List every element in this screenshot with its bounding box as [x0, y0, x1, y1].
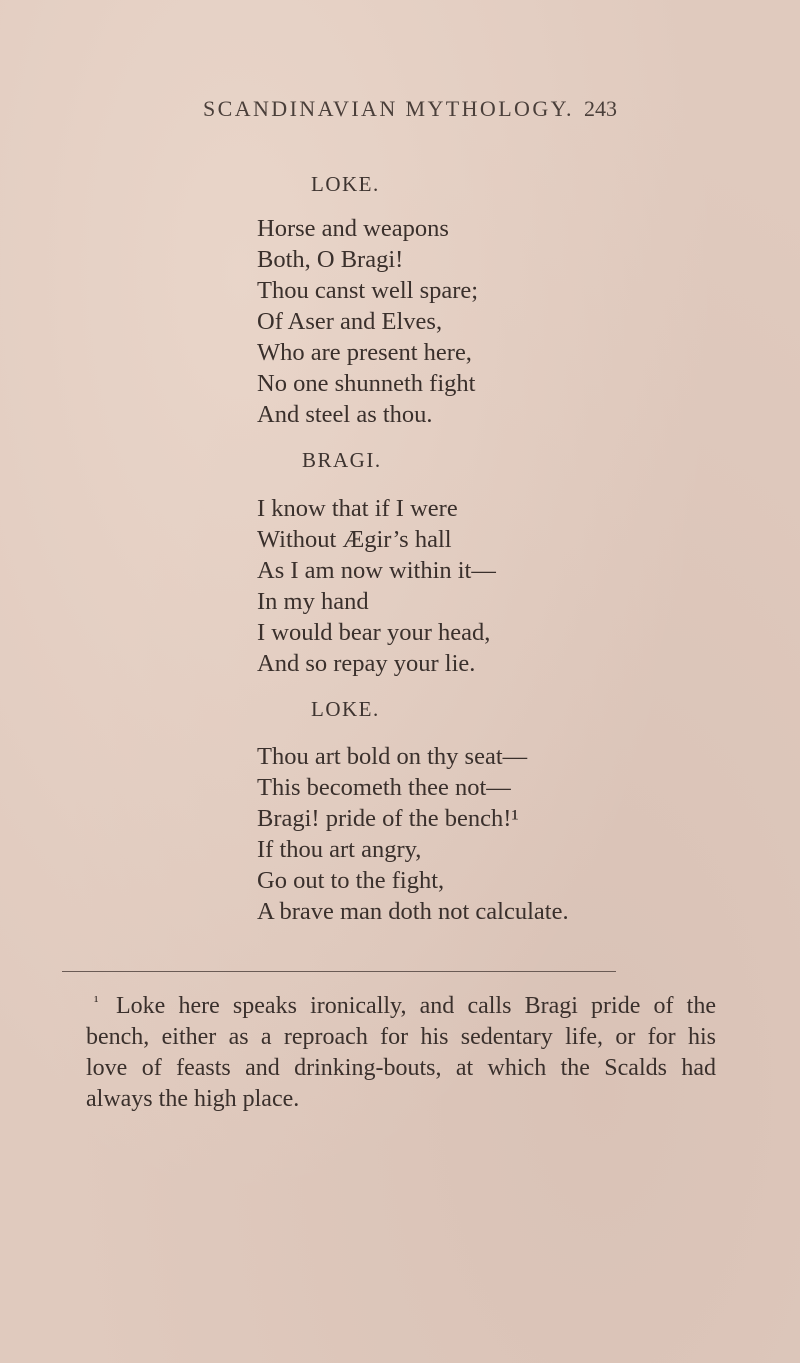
verse-stanza [257, 741, 569, 927]
verse-line: And steel as thou. [257, 401, 433, 428]
footnote-line: love of feasts and drinking-bouts, at which the Scalds had [86, 1055, 716, 1081]
footnote-text: Loke here speaks ironically, and calls Bragi pride of the [116, 993, 716, 1019]
verse-line: Bragi! pride of the bench!¹ [257, 805, 519, 832]
footnote-line: always the high place. [86, 1086, 300, 1112]
footnote-divider [62, 971, 616, 972]
verse-line: Both, O Bragi! [257, 246, 404, 273]
verse-line: This becometh thee not— [257, 774, 511, 801]
footnote [86, 991, 716, 1115]
verse-line: I know that if I were [257, 495, 458, 522]
verse-stanza [257, 493, 496, 679]
verse-line: A brave man doth not calculate. [257, 898, 569, 925]
verse-line: Go out to the fight, [257, 867, 445, 894]
verse-line: Horse and weapons [257, 215, 449, 242]
running-title: SCANDINAVIAN MYTHOLOGY. [203, 96, 574, 121]
verse-line: I would bear your head, [257, 619, 491, 646]
footnote-marker: ¹ [94, 994, 99, 1010]
verse-line: Of Aser and Elves, [257, 308, 443, 335]
speaker-heading: LOKE. [311, 172, 380, 196]
verse-stanza [257, 213, 478, 430]
footnote-line: bench, either as a reproach for his sedentary life, or for his [86, 1024, 716, 1050]
verse-line: If thou art angry, [257, 836, 422, 863]
verse-line: No one shunneth fight [257, 370, 476, 397]
verse-line: Who are present here, [257, 339, 472, 366]
verse-line: Thou canst well spare; [257, 277, 479, 304]
footnote-line [86, 991, 716, 1022]
verse-line: As I am now within it— [257, 557, 496, 584]
speaker-heading: BRAGI. [302, 448, 382, 472]
page-number: 243 [584, 96, 617, 121]
verse-line: Thou art bold on thy seat— [257, 743, 528, 770]
verse-line: And so repay your lie. [257, 650, 476, 677]
verse-line: Without Ægir’s hall [257, 526, 452, 553]
speaker-heading: LOKE. [311, 697, 380, 721]
verse-line: In my hand [257, 588, 369, 615]
